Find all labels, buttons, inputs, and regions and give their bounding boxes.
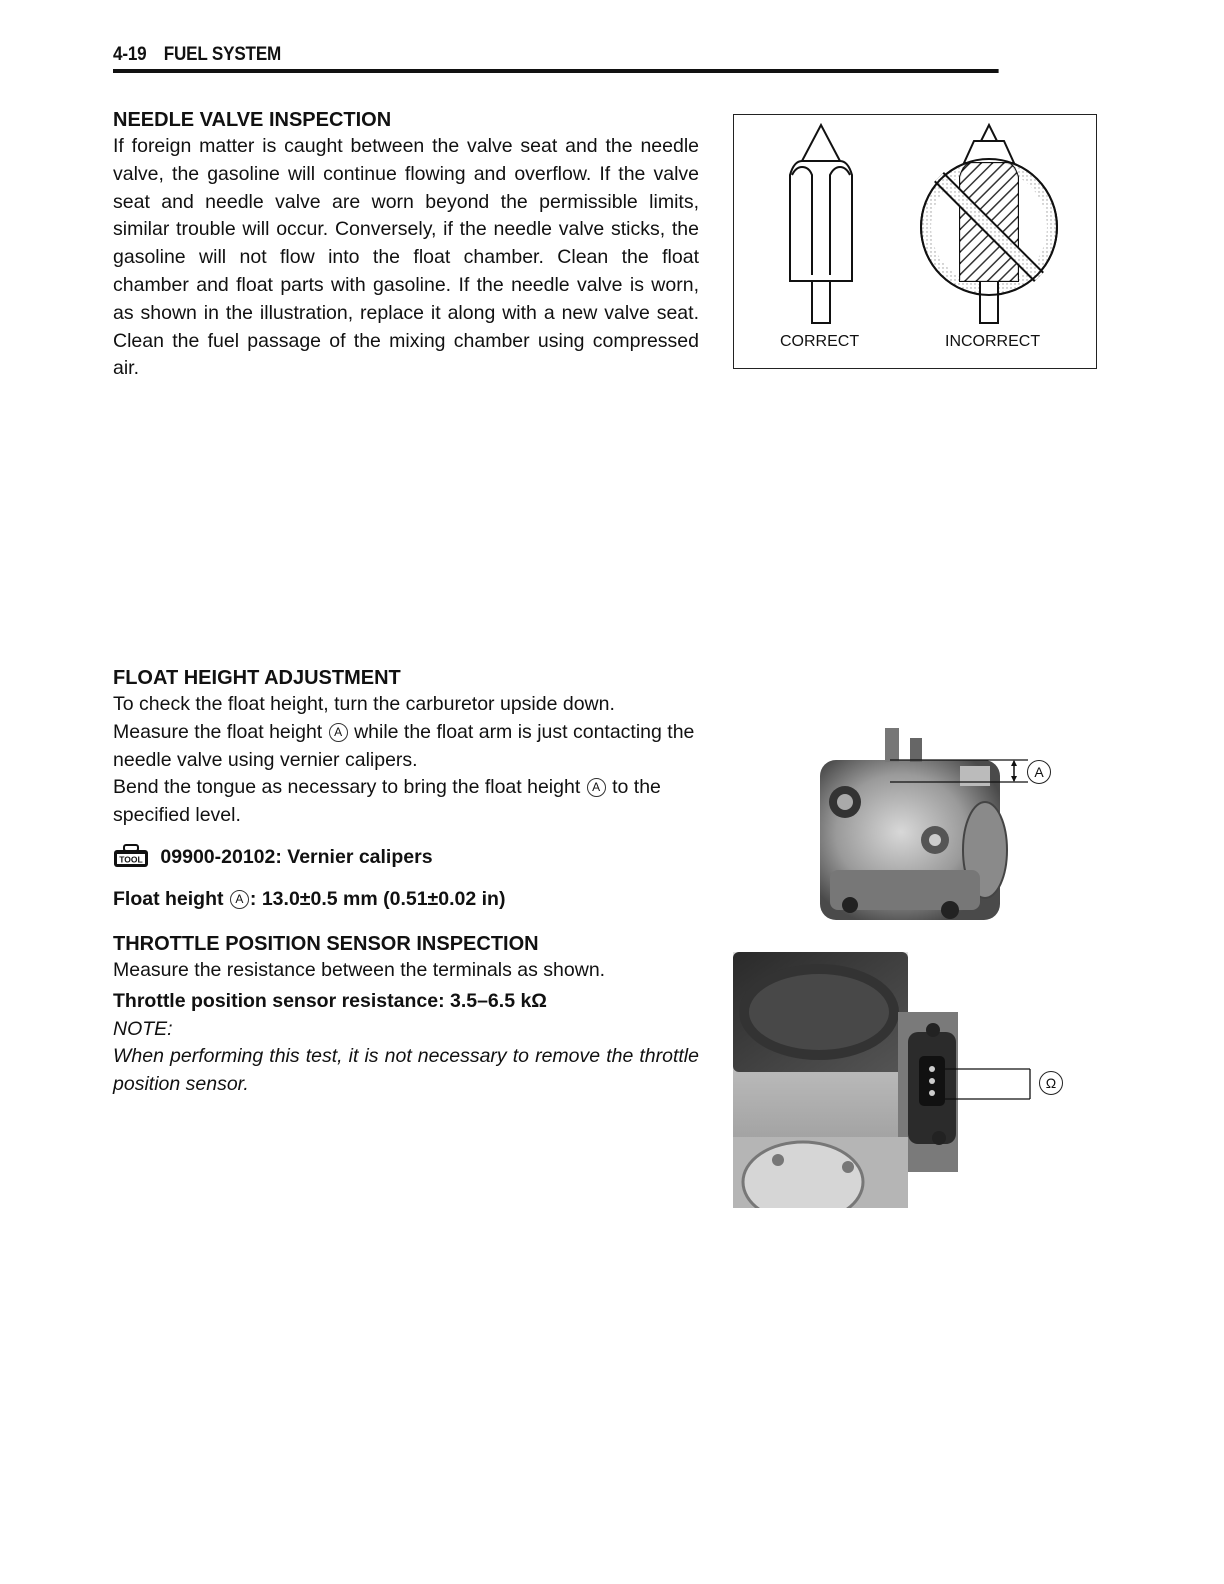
callout-a: A	[1027, 760, 1051, 784]
incorrect-needle-drawing	[921, 125, 1057, 323]
throttle-body-illustration	[733, 952, 1073, 1208]
tps-heading: THROTTLE POSITION SENSOR INSPECTION	[113, 933, 539, 955]
needle-valve-body: If foreign matter is caught between the valve seat and the needle valve, the gasoline will continue flowing and overflow. If the valve seat and needle valve are worn beyond the permissible limits, similar trouble will occur. Conversely, if the needle valve sticks, the gasoline will not flow into the float chamber. Clean the float chamber and float parts with gasoline. If the needle valve is worn, as shown in the illustration, replace it along with a new valve seat. Clean the fuel passage of the mixing chamber using compressed air.	[113, 135, 699, 380]
carburetor-illustration	[800, 720, 1060, 930]
marker-a: A	[230, 890, 249, 909]
needle-valve-diagram	[734, 115, 1096, 368]
note-label: NOTE:	[113, 1017, 173, 1040]
callout-ohm: Ω	[1039, 1071, 1063, 1095]
tps-section	[113, 931, 699, 1099]
carburetor-photo	[800, 720, 1060, 930]
special-tool-line	[113, 844, 699, 872]
needle-valve-figure	[733, 114, 1097, 369]
marker-a: A	[329, 723, 348, 742]
needle-valve-section	[113, 107, 699, 383]
section-title: FUEL SYSTEM	[163, 44, 282, 65]
float-height-heading: FLOAT HEIGHT ADJUSTMENT	[113, 667, 401, 689]
correct-needle-drawing	[790, 125, 852, 323]
svg-text:TOOL: TOOL	[119, 854, 143, 865]
float-height-section	[113, 665, 699, 914]
label-incorrect: INCORRECT	[945, 333, 1041, 350]
throttle-body-photo	[733, 952, 1073, 1208]
page-header	[113, 44, 999, 73]
tps-body: Measure the resistance between the terminals as shown.	[113, 959, 606, 981]
marker-a: A	[587, 778, 606, 797]
tps-spec: Throttle position sensor resistance: 3.5–6.5 kΩ	[113, 989, 547, 1012]
needle-valve-heading: NEEDLE VALVE INSPECTION	[113, 109, 392, 131]
page-number: 4-19	[113, 44, 147, 65]
tool-spec: 09900-20102: Vernier calipers	[160, 845, 433, 868]
float-height-line1: To check the float height, turn the carburetor upside down.	[113, 693, 615, 715]
float-height-line3: Bend the tongue as necessary to bring the float height A to the specified level.	[113, 776, 661, 827]
toolbox-icon	[113, 844, 149, 868]
float-height-spec: Float height A : 13.0±0.5 mm (0.51±0.02 in)	[113, 887, 506, 910]
float-height-line2: Measure the float height A while the float arm is just contacting the needle valve using vernier calipers.	[113, 720, 695, 771]
note-text: When performing this test, it is not necessary to remove the throttle position sensor.	[113, 1045, 699, 1096]
label-correct: CORRECT	[780, 333, 860, 350]
